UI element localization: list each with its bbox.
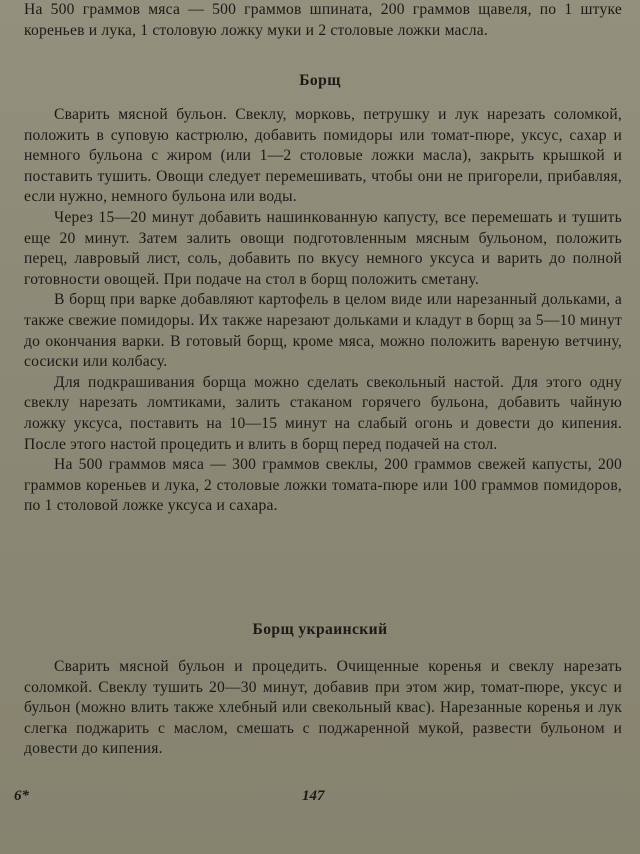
signature-mark: 6* [14, 788, 29, 804]
section-title-borsch: Борщ [299, 72, 341, 89]
paragraph: Сварить мясной бульон и процедить. Очищенные коренья и свеклу нарезать соломкой. Свеклу тушить 20—30 минут, добавив при этом жир, томат-пюре, уксус и бульон (можно влить также хлебный или свекольный квас). Нарезанные коренья и лук слегка поджарить с маслом, смешать с поджаренной мукой, развести бульоном и довести до кипения. [24, 658, 622, 758]
page-number: 147 [302, 788, 325, 804]
page-footer [0, 788, 640, 810]
paragraph: В борщ при варке добавляют картофель в целом виде или нарезанный дольками, а также свежие помидоры. Их также нарезают дольками и кладут в борщ за 5—10 минут до окончания варки. В готовый борщ, кроме мяса, можно положить вареную ветчину, сосиски или колбасу. [24, 291, 622, 371]
section-title-ukrainian-borsch: Борщ украинский [252, 621, 388, 638]
paragraph: На 500 граммов мяса — 300 граммов свеклы, 200 граммов свежей капусты, 200 граммов кореньев и лука, 2 столовые ложки томата-пюре или 100 граммов помидоров, по 1 столовой ложке уксуса и сахара. [24, 456, 622, 515]
section-body-ukrainian-borsch [24, 657, 622, 760]
paragraph: Через 15—20 минут добавить нашинкованную капусту, все перемешать и тушить еще 20 минут. Затем залить овощи подготовленным мясным бульоном, положить перец, лавровый лист, соль, добавить по вкусу немного уксуса и варить до полной готовности овощей. При подаче на стол в борщ положить сметану. [24, 208, 622, 288]
paragraph: Сварить мясной бульон. Свеклу, морковь, петрушку и лук нарезать соломкой, положить в суповую кастрюлю, добавить помидоры или томат-пюре, уксус, сахар и немного бульона с жиром (или 1—2 столовые ложки масла), закрыть крышкой и поставить тушить. Овощи следует перемешивать, чтобы они не пригорели, прибавляя, если нужно, немного бульона или воды. [24, 106, 622, 206]
intro-paragraph: На 500 граммов мяса — 500 граммов шпината, 200 граммов щавеля, по 1 штуке кореньев и лука, 1 столовую ложку муки и 2 столовые ложки масла. [24, 1, 622, 39]
section-body-borsch [24, 105, 622, 517]
paragraph: Для подкрашивания борща можно сделать свекольный настой. Для этого одну свеклу нарезать ломтиками, залить стаканом горячего бульона, добавить чайную ложку уксуса, поставить на 10—15 минут на слабый огонь и довести до кипения. После этого настой процедить и влить в борщ перед подачей на стол. [24, 373, 622, 453]
